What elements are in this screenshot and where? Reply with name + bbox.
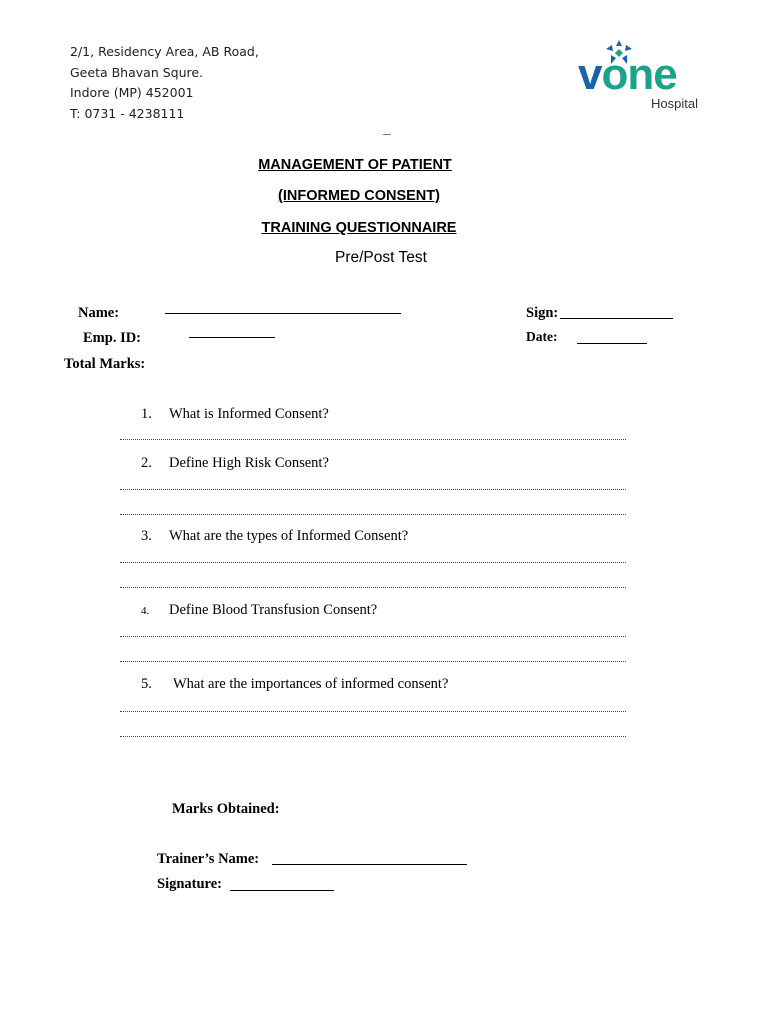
question-text: What are the importances of informed consent? — [173, 676, 449, 692]
question-number: 3. — [141, 528, 152, 544]
emp-id-label: Emp. ID: — [83, 330, 142, 346]
question-1 — [141, 406, 329, 423]
question-number: 5. — [141, 676, 152, 692]
answer-line[interactable] — [120, 562, 626, 563]
total-marks-label: Total Marks: — [64, 356, 146, 372]
title-line-2: (INFORMED CONSENT) — [278, 188, 440, 204]
date-line[interactable] — [577, 343, 647, 344]
question-2 — [141, 455, 329, 472]
answer-line[interactable] — [120, 587, 626, 588]
question-3 — [141, 528, 408, 545]
answer-line[interactable] — [120, 439, 626, 440]
answer-line[interactable] — [120, 661, 626, 662]
signature-label: Signature: — [157, 876, 222, 892]
sign-label: Sign: — [526, 305, 559, 321]
logo-v: v — [578, 50, 602, 99]
dash-mark: _ — [383, 120, 391, 136]
question-text: Define High Risk Consent? — [169, 455, 329, 471]
name-label: Name: — [78, 305, 120, 321]
answer-line[interactable] — [120, 514, 626, 515]
question-number: 2. — [141, 455, 152, 471]
question-4 — [141, 602, 377, 619]
question-number: 1. — [141, 406, 152, 422]
address-line: Indore (MP) 452001 — [70, 85, 194, 100]
trainer-name-line[interactable] — [272, 864, 467, 865]
date-label: Date: — [526, 329, 558, 344]
answer-line[interactable] — [120, 489, 626, 490]
address-line: T: 0731 - 4238111 — [70, 105, 185, 121]
question-5 — [141, 676, 448, 693]
question-text: What is Informed Consent? — [169, 406, 329, 422]
answer-line[interactable] — [120, 711, 626, 712]
signature-line[interactable] — [230, 890, 334, 891]
marks-obtained-label: Marks Obtained: — [172, 801, 280, 817]
address-line: 2/1, Residency Area, AB Road, — [70, 44, 259, 59]
question-number: 4. — [141, 605, 150, 617]
question-text: Define Blood Transfusion Consent? — [169, 602, 378, 618]
hospital-logo — [578, 40, 708, 116]
question-text: What are the types of Informed Consent? — [169, 528, 409, 544]
emp-id-line[interactable] — [189, 337, 275, 338]
subtitle: Pre/Post Test — [335, 249, 427, 266]
logo-subtext: Hospital — [651, 96, 698, 111]
logo-one: one — [601, 50, 677, 99]
title-line-1: MANAGEMENT OF PATIENT — [258, 157, 452, 173]
name-line[interactable] — [165, 313, 401, 314]
hospital-address — [70, 42, 259, 124]
address-line: Geeta Bhavan Squre. — [70, 64, 204, 80]
answer-line[interactable] — [120, 636, 626, 637]
trainer-name-label: Trainer’s Name: — [157, 851, 260, 867]
sign-line[interactable] — [560, 318, 673, 319]
title-line-3: TRAINING QUESTIONNAIRE — [261, 220, 457, 236]
answer-line[interactable] — [120, 736, 626, 737]
